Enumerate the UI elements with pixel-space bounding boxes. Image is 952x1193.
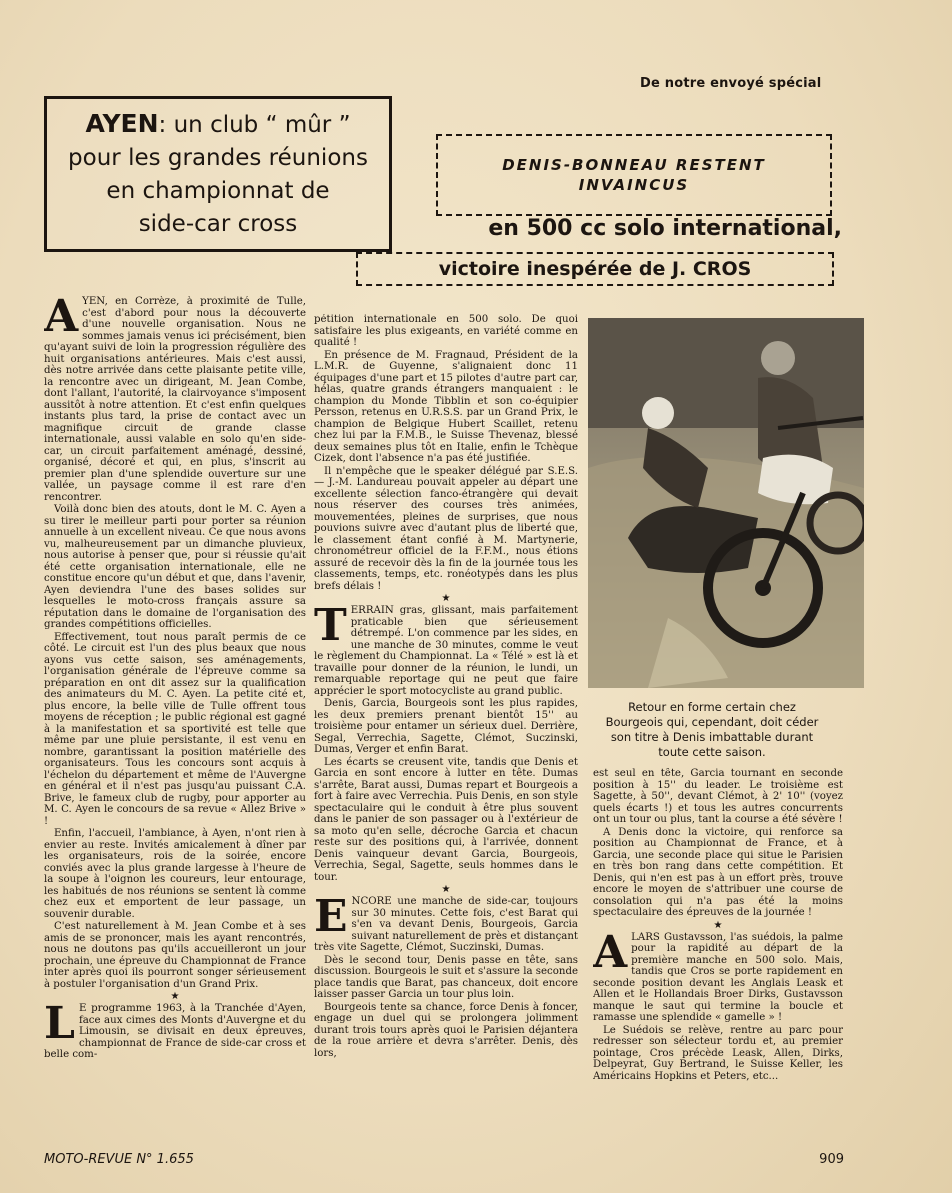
headline-line-2: pour les grandes réunions xyxy=(68,145,368,171)
col2-paragraph-2: En présence de M. Fragnaud, Président de la L.M.R. de Guyenne, s'alignaient donc 11 équipages d'une part et 15 pilotes d'autre part car, hélas, quatre grands étrangers manquaient : le champion du Monde Tibblin et son co-équipier Persson, retenus en U.R.S.S. par un Grand Prix, le champion de Belgique Hubert Scaillet, retenu chez lui par la F.M.B., le Suisse Thevenaz, blessé deux semaines plus tôt en Italie, enfin le Tchèque Cizek, dont l'absence n'a pas été justifiée. xyxy=(314,349,578,464)
col2-paragraph-9: Bourgeois tente sa chance, force Denis à foncer, engage un duel qui se prolongera jolimment durant trois tours après quoi le Parisien déjantera de la roue arrière et devra s'arrêter. Denis, dès lors, xyxy=(314,1001,578,1059)
col2-paragraph-4 xyxy=(314,600,578,697)
subhead-line-1: DENIS-BONNEAU RESTENT xyxy=(502,156,766,174)
col3-paragraph-2: A Denis donc la victoire, qui renforce sa position au Championnat de France, et à Garcia, une seconde place qui situe le Parisien en très bon rang dans cette compétition. Et Denis, qui n'en est pas à un effort près, trouve encore le moyen de s'attribuer une course de consolation qui n'a pas été la moins spectaculaire des épreuves de la journée ! xyxy=(593,826,843,918)
col3-paragraph-4: Le Suédois se relève, rentre au parc pour redresser son sélecteur tordu et, au premier pointage, Cros précède Leask, Allen, Dirks, Delpeyrat, Guy Bertrand, le Suisse Keller, les Américains Hopkins et Peters, etc... xyxy=(593,1024,843,1082)
headline-ayen: AYEN xyxy=(85,109,159,138)
subhead-line-2: INVAINCUS xyxy=(578,176,690,194)
section-star: ★ xyxy=(441,884,451,895)
article-column-3 xyxy=(593,768,843,1096)
deck-line-1: en 500 cc solo international, xyxy=(488,216,842,241)
dropcap-a: A xyxy=(44,296,79,342)
col2-p4-text: ERRAIN gras, glissant, mais parfaitement praticable bien que sérieusement détrempé. L'on commence par les sides, en une manche de 30 minutes, comme le veut le règlement du Championnat. La « Télé » est là et travaille pour donner de la réunion, le lundi, un remarquable reportage qui ne peut que faire apprécier le sport motocycliste au grand public. xyxy=(314,605,578,697)
dropcap-e: E xyxy=(314,891,348,942)
deck-line-2 xyxy=(356,252,834,286)
sidecar-photo xyxy=(588,318,864,688)
headline-club: : un club “ mûr ” xyxy=(158,112,351,138)
section-star: ★ xyxy=(170,991,180,1002)
sidecar-photo-icon xyxy=(588,318,864,688)
magazine-issue: MOTO-REVUE N° 1.655 xyxy=(44,1152,194,1167)
dropcap-l: L xyxy=(44,998,75,1049)
col2-paragraph-1: pétition internationale en 500 solo. De quoi satisfaire les plus exigeants, en variété comme en qualité ! xyxy=(314,314,578,348)
dropcap-a2: A xyxy=(593,926,628,978)
col1-paragraph-5: C'est naturellement à M. Jean Combe et à ses amis de se prononcer, mais les ayant rencontrés, nous ne doutons pas qu'ils accueilleront un jour prochain, une épreuve du Championnat de France inter après quoi ils pourront songer sérieusement à postuler l'organisation d'un Grand Prix. xyxy=(44,921,306,990)
col2-paragraph-5: Denis, Garcia, Bourgeois sont les plus rapides, les deux premiers prenant bientôt 15'' au troisième pour entamer un sérieux duel. Derrière, Segal, Verrechia, Sagette, Clémot, Suczinski, Dumas, Verger et enfin Barat. xyxy=(314,698,578,755)
envoye-special-label: De notre envoyé spécial xyxy=(640,76,822,91)
subhead-box xyxy=(436,134,832,216)
col1-p1-text: YEN, en Corrèze, à proximité de Tulle, c'est d'abord pour nous la découverte d'une nouvelle organisation. Nous ne sommes jamais venus ici précisément, bien qu'ayant suivi de loin la progression régulière des huit organisations antérieures. Mais c'est aussi, dès notre arrivée dans cette plaisante petite ville, la rencontre avec un dirigeant, M. Jean Combe, dont l'allant, l'autorité, la clairvoyance s'imposent aussitôt à notre attention. Et c'est enfin quelques instants plus tard, la prise de contact avec un magnifique circuit de grande classe internationale, aussi valable en solo qu'en side-car, un circuit parfaitement aménagé, dessiné, organisé, décoré et qui, en plus, s'inscrit au premier plan d'une splendide ouverture sur une vallée, un paysage comme il est rare d'en rencontrer. xyxy=(44,296,306,503)
deck-line-2-text: victoire inespérée de J. CROS xyxy=(438,258,752,280)
page-number: 909 xyxy=(819,1152,844,1167)
article-column-1 xyxy=(44,296,306,1106)
col2-paragraph-7 xyxy=(314,891,578,954)
photo-caption: Retour en forme certain chez Bourgeois qui, cependant, doit céder son titre à Denis imbattable durant toute cette saison. xyxy=(605,700,819,759)
col2-paragraph-3: Il n'empêche que le speaker délégué par S.E.S. — J.-M. Landureau pouvait appeler au départ une excellente sélection fanco-étrangère qui devait nous réserver des courses très animées, mouvementées, pleines de surprises, que nous pouvions suivre avec d'autant plus de liberté que, le classement étant confié à M. Martynerie, chronométreur officiel de la F.F.M., nous étions assuré de recevoir dès la fin de la journée tous les classements, temps, etc. ronéotypés dans les plus brefs délais ! xyxy=(314,465,578,592)
headline-box xyxy=(44,96,392,252)
headline-line-1 xyxy=(85,107,350,142)
col1-paragraph-6 xyxy=(44,998,306,1061)
col2-paragraph-6: Les écarts se creusent vite, tandis que Denis et Garcia en sont encore à lutter en tête. Dumas s'arrête, Barat aussi, Dumas repart et Bourgeois a fort à faire avec Verrechia. Puis Denis, en son style spectaculaire qui le conduit à être plus souvent dans le panier de son passager ou à l'extérieur de sa moto qu'en selle, décroche Garcia et chacun reste sur des positions qui, à l'arrivée, donnent Denis vainqueur devant Garcia, Bourgeois, Verrechia, Segal, Sagette, seuls hommes dans le tour. xyxy=(314,756,578,883)
section-star: ★ xyxy=(441,593,451,604)
col1-paragraph-3: Effectivement, tout nous paraît permis de ce côté. Le circuit est l'un des plus beaux que nous ayons vus cette saison, ses aménagements, l'organisation générale de l'épreuve comme sa préparation en ont dit assez sur la qualification des animateurs du M. C. Ayen. La petite cité et, plus encore, la belle ville de Tulle offrent tous moyens de réception ; le public régional est gagné à la manifestation et sa sportivité est telle que même par une pluie persistante, il est venu en nombre, garantissant la position matérielle des organisateurs. Tous les concours sont acquis à l'échelon du département et même de l'Auvergne en général et il n'est pas jusqu'au puissant C.A. Brive, le fameux club de rugby, pour apporter au M. C. Ayen le concours de sa revue « Allez Brive » ! xyxy=(44,631,306,827)
col2-p7-text: NCORE une manche de side-car, toujours sur 30 minutes. Cette fois, c'est Barat qui s'en va devant Denis, Bourgeois, Garcia suivant naturellement de près et distançant très vite Sagette, Clémot, Suczinski, Dumas. xyxy=(314,896,578,953)
col1-paragraph-2: Voilà donc bien des atouts, dont le M. C. Ayen a su tirer le meilleur parti pour porter sa réunion annuelle à un excellent niveau. Ce que nous avons vu, malheureusement par un dimanche pluvieux, nous autorise à penser que, pour si réussie qu'ait été cette organisation internationale, elle ne constitue encore qu'un début et que, dans l'avenir, Ayen deviendra l'une des bases solides sur lesquelles le moto-cross français assure sa réputation dans le domaine de l'organisation des grandes compétitions officielles. xyxy=(44,504,306,630)
col1-paragraph-1 xyxy=(44,296,306,503)
col1-paragraph-4: Enfin, l'accueil, l'ambiance, à Ayen, n'ont rien à envier au reste. Invités amicalement à dîner par les organisateurs, rois de la soirée, encore conviés avec la plus grande largesse à l'heure de la soupe à l'oignon les coureurs, leur entourage, les habitués de nos réunions se sentent là comme chez eux et emportent de leur passage, un souvenir durable. xyxy=(44,828,306,920)
headline-line-3: en championnat de xyxy=(106,178,330,204)
col3-paragraph-3 xyxy=(593,926,843,1024)
article-column-2 xyxy=(314,314,578,1104)
col3-p3-text: LARS Gustavsson, l'as suédois, la palme pour la rapidité au départ de la première manche en 500 solo. Mais, tandis que Cros se porte rapidement en seconde position devant les Anglais Leask et Allen et le Hollandais Broer Dirks, Gustavsson manque le saut qui termine la boucle et ramasse une splendide « gamelle » ! xyxy=(593,931,843,1023)
col2-paragraph-8: Dès le second tour, Denis passe en tête, sans discussion. Bourgeois le suit et s'assure la seconde place tandis que Barat, pas chanceux, doit encore laisser passer Garcia un tour plus loin. xyxy=(314,954,578,1000)
section-star: ★ xyxy=(713,919,723,931)
col3-paragraph-1: est seul en tête, Garcia tournant en seconde position à 15'' du leader. Le troisième est Sagette, à 50'', devant Clémot, à 2' 10'' (voyez quels écarts !) et tous les autres concurrents ont un tour ou plus, tant la course a été sévère ! xyxy=(593,768,843,825)
col1-p6-text: E programme 1963, à la Tranchée d'Ayen, face aux cimes des Monts d'Auvergne et du Limousin, se divisait en deux épreuves, championnat de France de side-car cross et belle com- xyxy=(44,1003,306,1060)
headline-line-4: side-car cross xyxy=(138,211,298,237)
dropcap-t: T xyxy=(314,600,347,651)
